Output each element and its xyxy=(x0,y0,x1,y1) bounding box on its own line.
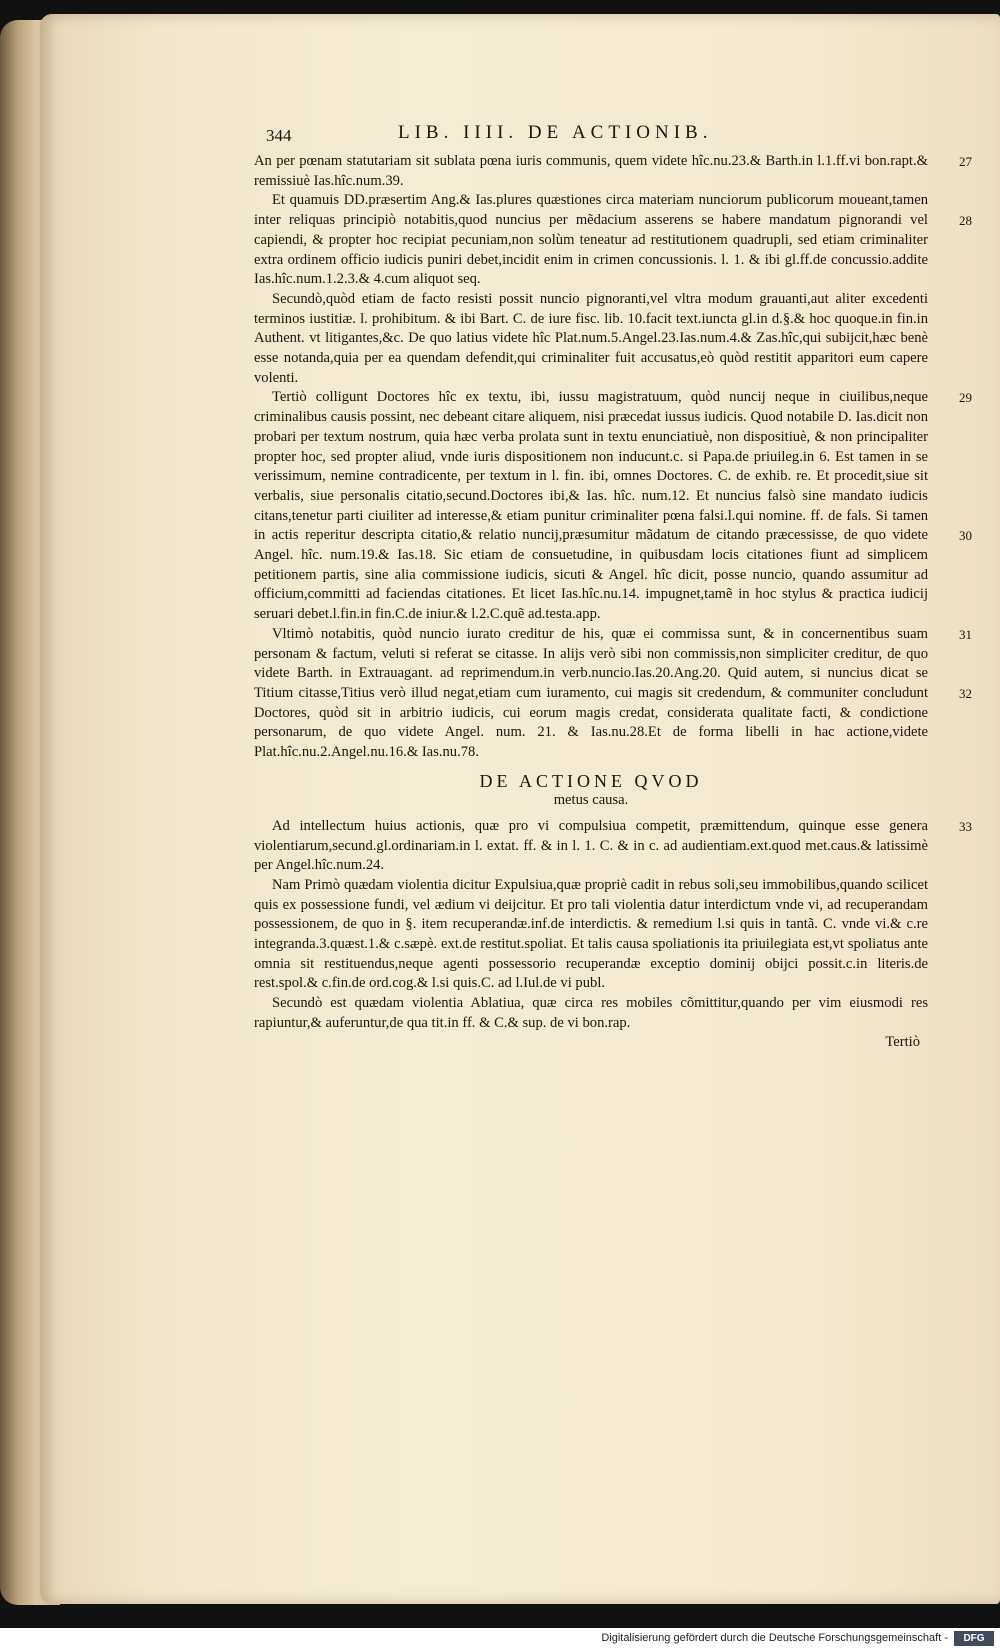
margin-number: 32 xyxy=(959,685,972,701)
body-paragraph xyxy=(254,994,928,1033)
body-paragraph xyxy=(254,817,972,876)
paragraph-text: Vltimò notabitis, quòd nuncio iurato creditur de his, quæ ei commissa sunt, & in concernentibus suam personam & factum, veluti si referat se citasse. In alijs verò sibi non commissis,non simpliciter creditur, de quo videte Barth. in Extrauagant. ad reprimendum.in verb.nuncio.Ias.20.Ang.20. Quid autem, si nuncius dicat se Titium citasse,Titius verò illud negat,etiam cum iuramento, cui magis sit credendum, & communiter concludunt Doctores, quòd sit in arbitrio iudicis, cui eorum magis credat, considerata qualitate facti, & condictione personarum, de quo videte Angel. num. 21. & Ias.nu.28.Et de forma libelli in hac actione,videte Plat.hîc.nu.2.Angel.nu.16.& Ias.nu.78. xyxy=(254,625,928,761)
dfg-logo: DFG xyxy=(954,1631,994,1646)
paragraph-text: Tertiò colligunt Doctores hîc ex textu, ibi, iussu magistratuum, quòd nuncij neque in ciuilibus,neque criminalibus causis possint, nec debeant citare aliquem, nisi præcedat iussus iudicis. Quod notabile D. Ias.dicit non probari per textum nostrum, quia hæc verba prolata sunt in textu enunciatiuè, non dispositiuè, & non principaliter propter hoc, sed propter aliud, vnde iuris dispositionem non inducunt.c. si Papa.de priuileg.in 6. Est tamen in se verissimum, nemine contradicente, per textum in l. fin. ibi, omnes Doctores. C. de exhib. re. Et procedit,siue sit verbalis, siue personalis citatio,secund.Doctores ibi,& Ias. hîc. num.12. Et nuncius falsò sine mandato iudicis citans,tenetur parti ciuiliter ad interesse,& etiam punitur criminaliter pœna falsi.l.qui nomine. ff. de fals. Si tamen in actis reperitur descripta citatio,& relatio nuncij,præsumitur mãdatum de citando præcessisse, de quo videte Angel. hîc. num.19.& Ias.18. Sic etiam de consuetudine, in quibusdam locis citationes fiunt ad simplicem petitionem partis, sine alia commissione iudicis, sicuti & Angel. hîc dicit, posse nuncio, quando assumitur ad officium,committi ad faciendas citationes. Et licet Ias.hîc.nu.14. impugnet,tamẽ in hoc stylus & practica iudicij seruari debet.l.fin.in fin.C.de iniur.& l.2.C.quẽ ad.testa.app. xyxy=(254,389,928,623)
catchword: Tertiò xyxy=(885,1033,920,1050)
margin-number: 29 xyxy=(959,390,972,406)
paragraph-text: Ad intellectum huius actionis, quæ pro vi compulsiua competit, præmittendum, quinque esse genera violentiarum,secund.gl.ordinariam.in l. extat. ff. & in l. 1. C. & in c. ad audientiam.ext.quod met.caus.& latissimè per Angel.hîc.num.24. xyxy=(254,817,928,874)
paragraph-text: An per pœnam statutariam sit sublata pœna iuris communis, quem videte hîc.nu.23.& Barth.in l.1.ff.vi bon.rapt.& remissiuè Ias.hîc.num.39. xyxy=(254,153,928,189)
body-paragraph xyxy=(254,625,972,763)
section-title: DE ACTIONE QVOD xyxy=(479,770,703,791)
margin-number: 30 xyxy=(959,528,972,544)
margin-number: 31 xyxy=(959,626,972,642)
section-subtitle: metus causa. xyxy=(553,791,629,808)
margin-number: 33 xyxy=(959,818,972,834)
body-text-before xyxy=(228,152,972,763)
running-title: LIB. IIII. DE ACTIONIB. xyxy=(398,122,713,143)
body-paragraph xyxy=(254,191,972,290)
body-text-after xyxy=(228,817,972,1034)
running-head xyxy=(228,118,928,152)
body-paragraph xyxy=(254,388,972,624)
section-heading xyxy=(254,771,928,809)
margin-number: 28 xyxy=(959,213,972,229)
page-number: 344 xyxy=(266,126,292,145)
body-paragraph xyxy=(254,876,928,994)
text-block xyxy=(228,118,972,1051)
paragraph-text: Et quamuis DD.præsertim Ang.& Ias.plures quæstiones circa materiam nunciorum publicorum moueant,tamen inter reliquas principiò notabitis,quod nuncius per mẽdacium asserens se habere mandatum pignorandi vel capiendi, & propter hoc recipiat pecuniam,non solùm teneatur ad restitutionem quadrupli, sed etiam criminaliter extra ordinem officio iudicis puniri debet,incidit enim in crimen concussionis. l. 1. & ibi gl.ff.de concussio.addite Ias.hîc.num.1.2.3.& 4.cum aliquot seq. xyxy=(254,192,928,288)
paragraph-text: Secundò est quædam violentia Ablatiua, quæ circa res mobiles cõmittitur,quando per vim eiusmodi res rapiuntur,& auferuntur,de qua tit.in ff. & C.& sup. de vi bon.rap. xyxy=(254,995,928,1031)
digitization-footer xyxy=(0,1628,1000,1650)
paragraph-text: Nam Primò quædam violentia dicitur Expulsiua,quæ propriè cadit in rebus soli,seu immobilibus,quando scilicet quis ex possessione fundi, vel ædium vi deijcitur. Et pro tali violentia datur interdictum vnde vi, ad recuperandam possessionem, de quo in §. item recuperandæ.inf.de interdictis. & remedium l.si quis in tantã. C. vnde vi.& c.re integranda.3.quæst.1.& c.sæpè. ext.de restitut.spoliat. Et talis causa spoliationis ita priuilegiata est,vt spoliatus ante omnia sit restituendus,neque agenti possessorio recuperandæ exceptio dominij obijci possit.c.in literis.de rest.spol.& c.fin.de ord.cog.& l.si quis.C. ad l.Iul.de vi publ. xyxy=(254,876,928,992)
paragraph-text: Secundò,quòd etiam de facto resisti possit nuncio pignoranti,vel vltra modum grauanti,aut aliter excedenti terminos iustitiæ. l. prohibitum. & ibi Bart. C. de iure fisc. lib. 10.facit text.iuncta gl.in d.§.& hoc quoque.in fin.in Authent. vt litigantes,&c. De quo latius videte hîc Plat.num.5.Angel.23.Ias.num.4.& Zas.hîc,qui subijcit,hæc benè esse notanda,quia per ea quendam defendit,qui criminaliter fuit accusatus,eò quòd restitit apparitori eum capere volenti. xyxy=(254,290,928,386)
body-paragraph xyxy=(254,290,928,389)
footer-credit: Digitalisierung gefördert durch die Deutsche Forschungsgemeinschaft - xyxy=(601,1632,948,1644)
margin-number: 27 xyxy=(959,154,972,169)
body-paragraph xyxy=(254,152,972,191)
